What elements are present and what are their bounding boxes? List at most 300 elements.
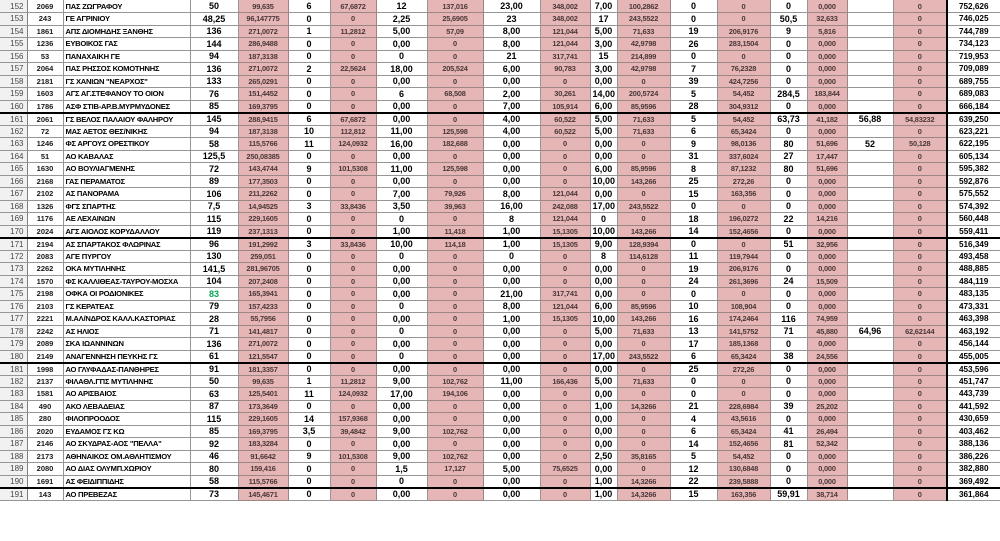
row-header-cell[interactable]: 190 <box>0 475 27 488</box>
value-cell[interactable]: 15,1305 <box>540 313 590 326</box>
value-cell[interactable]: 228,6984 <box>717 400 770 413</box>
club-name-cell[interactable]: Μ.ΑΛ/ΝΔΡΟΣ ΚΑΛΛ.ΚΑΣΤΟΡΙΑΣ <box>63 313 190 326</box>
value-cell[interactable] <box>847 163 893 176</box>
value-cell[interactable]: 0 <box>540 138 590 151</box>
total-cell[interactable]: 473,331 <box>947 300 1000 313</box>
total-cell[interactable]: 595,382 <box>947 163 1000 176</box>
value-cell[interactable]: 0,000 <box>807 375 847 388</box>
value-cell[interactable]: 0 <box>427 175 483 188</box>
value-cell[interactable]: 3,5 <box>288 425 330 438</box>
value-cell[interactable]: 0 <box>288 400 330 413</box>
club-name-cell[interactable]: ΓΑΣ ΠΕΡΑΜΑΤΟΣ <box>63 175 190 188</box>
total-cell[interactable]: 516,349 <box>947 238 1000 251</box>
value-cell[interactable]: 14,3266 <box>617 488 670 501</box>
value-cell[interactable]: 125,598 <box>427 163 483 176</box>
club-id-cell[interactable]: 280 <box>27 413 63 426</box>
total-cell[interactable]: 361,864 <box>947 488 1000 501</box>
value-cell[interactable]: 0,000 <box>807 50 847 63</box>
value-cell[interactable]: 25,6905 <box>427 13 483 26</box>
value-cell[interactable]: 284,5 <box>770 88 807 101</box>
value-cell[interactable]: 31 <box>670 150 717 163</box>
total-cell[interactable]: 559,411 <box>947 225 1000 238</box>
value-cell[interactable]: 50,5 <box>770 13 807 26</box>
value-cell[interactable]: 0,00 <box>590 75 617 88</box>
value-cell[interactable]: 2,50 <box>590 450 617 463</box>
value-cell[interactable]: 0 <box>288 50 330 63</box>
value-cell[interactable]: 0 <box>288 225 330 238</box>
value-cell[interactable]: 0 <box>893 275 947 288</box>
value-cell[interactable]: 39,4842 <box>330 425 376 438</box>
row-header-cell[interactable]: 157 <box>0 63 27 76</box>
value-cell[interactable]: 0 <box>540 275 590 288</box>
value-cell[interactable]: 33,8436 <box>330 238 376 251</box>
value-cell[interactable] <box>847 250 893 263</box>
value-cell[interactable]: 0,00 <box>483 388 540 401</box>
value-cell[interactable]: 5,00 <box>590 375 617 388</box>
value-cell[interactable]: 6 <box>670 350 717 363</box>
total-cell[interactable]: 719,953 <box>947 50 1000 63</box>
total-cell[interactable]: 746,025 <box>947 13 1000 26</box>
value-cell[interactable]: 271,0072 <box>238 338 288 351</box>
value-cell[interactable]: 12 <box>670 463 717 476</box>
value-cell[interactable]: 0,000 <box>807 100 847 113</box>
value-cell[interactable]: 5 <box>670 113 717 126</box>
value-cell[interactable]: 0 <box>540 350 590 363</box>
value-cell[interactable]: 15,1305 <box>540 225 590 238</box>
value-cell[interactable] <box>847 438 893 451</box>
value-cell[interactable]: 229,1605 <box>238 413 288 426</box>
total-cell[interactable]: 639,250 <box>947 113 1000 126</box>
value-cell[interactable]: 0 <box>288 175 330 188</box>
value-cell[interactable]: 16,00 <box>483 200 540 213</box>
club-id-cell[interactable]: 72 <box>27 125 63 138</box>
value-cell[interactable] <box>847 463 893 476</box>
club-id-cell[interactable]: 1691 <box>27 475 63 488</box>
value-cell[interactable]: 3,50 <box>376 200 427 213</box>
value-cell[interactable]: 173,3649 <box>238 400 288 413</box>
club-name-cell[interactable]: ΑΟ ΔΙΑΣ ΟΛΥΜΠ.ΧΩΡΙΟΥ <box>63 463 190 476</box>
value-cell[interactable]: 0 <box>770 225 807 238</box>
value-cell[interactable]: 23,00 <box>483 0 540 13</box>
value-cell[interactable]: 0,00 <box>483 263 540 276</box>
total-cell[interactable]: 493,458 <box>947 250 1000 263</box>
value-cell[interactable]: 261,3696 <box>717 275 770 288</box>
total-cell[interactable]: 456,144 <box>947 338 1000 351</box>
value-cell[interactable]: 0 <box>670 13 717 26</box>
total-cell[interactable]: 484,119 <box>947 275 1000 288</box>
row-header-cell[interactable]: 184 <box>0 400 27 413</box>
value-cell[interactable]: 83 <box>190 288 238 301</box>
value-cell[interactable]: 99,635 <box>238 0 288 13</box>
value-cell[interactable]: 0 <box>617 425 670 438</box>
row-header-cell[interactable]: 179 <box>0 338 27 351</box>
total-cell[interactable]: 369,492 <box>947 475 1000 488</box>
row-header-cell[interactable]: 175 <box>0 288 27 301</box>
value-cell[interactable]: 0 <box>770 463 807 476</box>
value-cell[interactable]: 128,9394 <box>617 238 670 251</box>
value-cell[interactable]: 0 <box>893 125 947 138</box>
value-cell[interactable] <box>847 213 893 226</box>
value-cell[interactable]: 10,00 <box>590 225 617 238</box>
value-cell[interactable]: 0 <box>540 150 590 163</box>
club-name-cell[interactable]: ΑΟ ΚΑΒΑΛΑΣ <box>63 150 190 163</box>
value-cell[interactable]: 424,7256 <box>717 75 770 88</box>
value-cell[interactable]: 14,00 <box>590 88 617 101</box>
value-cell[interactable]: 0 <box>540 163 590 176</box>
value-cell[interactable]: 28 <box>670 100 717 113</box>
value-cell[interactable]: 229,1605 <box>238 213 288 226</box>
total-cell[interactable]: 441,592 <box>947 400 1000 413</box>
value-cell[interactable]: 0 <box>893 150 947 163</box>
value-cell[interactable]: 21,00 <box>483 288 540 301</box>
value-cell[interactable]: 0,00 <box>483 363 540 376</box>
value-cell[interactable]: 304,9312 <box>717 100 770 113</box>
row-header-cell[interactable]: 165 <box>0 163 27 176</box>
value-cell[interactable]: 0 <box>427 363 483 376</box>
value-cell[interactable]: 121,044 <box>540 188 590 201</box>
value-cell[interactable]: 18 <box>670 213 717 226</box>
value-cell[interactable]: 71,633 <box>617 25 670 38</box>
value-cell[interactable]: 0 <box>427 150 483 163</box>
value-cell[interactable]: 0 <box>617 188 670 201</box>
value-cell[interactable]: 0 <box>893 163 947 176</box>
value-cell[interactable]: 265,0291 <box>238 75 288 88</box>
value-cell[interactable]: 11,2812 <box>330 25 376 38</box>
value-cell[interactable]: 76,2328 <box>717 63 770 76</box>
value-cell[interactable]: 0,00 <box>483 488 540 501</box>
value-cell[interactable]: 182,688 <box>427 138 483 151</box>
value-cell[interactable]: 80 <box>770 163 807 176</box>
value-cell[interactable]: 0 <box>670 200 717 213</box>
value-cell[interactable]: 6 <box>670 125 717 138</box>
club-id-cell[interactable]: 1786 <box>27 100 63 113</box>
value-cell[interactable]: 0,00 <box>483 438 540 451</box>
value-cell[interactable] <box>847 38 893 51</box>
value-cell[interactable]: 21 <box>483 50 540 63</box>
club-name-cell[interactable]: ΦΣ ΚΑΛΛΙΘΕΑΣ-ΤΑΥΡΟΥ-ΜΟΣΧΑ <box>63 275 190 288</box>
value-cell[interactable]: 61 <box>190 350 238 363</box>
total-cell[interactable]: 752,626 <box>947 0 1000 13</box>
value-cell[interactable]: 237,1313 <box>238 225 288 238</box>
value-cell[interactable]: 0 <box>376 475 427 488</box>
value-cell[interactable]: 0 <box>427 288 483 301</box>
value-cell[interactable]: 105,914 <box>540 100 590 113</box>
club-id-cell[interactable]: 2137 <box>27 375 63 388</box>
value-cell[interactable]: 0 <box>717 0 770 13</box>
row-header-cell[interactable]: 166 <box>0 175 27 188</box>
value-cell[interactable]: 7,00 <box>483 100 540 113</box>
row-header-cell[interactable]: 152 <box>0 0 27 13</box>
value-cell[interactable]: 55,7956 <box>238 313 288 326</box>
value-cell[interactable]: 22,5624 <box>330 63 376 76</box>
club-id-cell[interactable]: 2102 <box>27 188 63 201</box>
value-cell[interactable]: 85,9596 <box>617 300 670 313</box>
value-cell[interactable]: 0,00 <box>590 275 617 288</box>
row-header-cell[interactable]: 188 <box>0 450 27 463</box>
value-cell[interactable]: 0 <box>670 50 717 63</box>
row-header-cell[interactable]: 185 <box>0 413 27 426</box>
value-cell[interactable] <box>847 388 893 401</box>
value-cell[interactable]: 17 <box>670 338 717 351</box>
club-id-cell[interactable]: 490 <box>27 400 63 413</box>
value-cell[interactable]: 281,96705 <box>238 263 288 276</box>
club-name-cell[interactable]: ΠΑΣ ΖΩΓΡΑΦΟΥ <box>63 0 190 13</box>
value-cell[interactable]: 205,524 <box>427 63 483 76</box>
value-cell[interactable]: 0,000 <box>807 188 847 201</box>
total-cell[interactable]: 709,089 <box>947 63 1000 76</box>
value-cell[interactable]: 0 <box>893 475 947 488</box>
value-cell[interactable]: 7,00 <box>590 0 617 13</box>
value-cell[interactable] <box>847 288 893 301</box>
value-cell[interactable]: 11,2812 <box>330 375 376 388</box>
value-cell[interactable]: 0 <box>670 388 717 401</box>
value-cell[interactable]: 211,2262 <box>238 188 288 201</box>
club-id-cell[interactable]: 2149 <box>27 350 63 363</box>
value-cell[interactable]: 0 <box>288 75 330 88</box>
value-cell[interactable]: 12 <box>376 0 427 13</box>
value-cell[interactable]: 0 <box>617 438 670 451</box>
value-cell[interactable]: 0 <box>288 88 330 101</box>
club-name-cell[interactable]: ΟΦΚΑ ΟΙ ΡΟΔΙΟΝΙΚΕΣ <box>63 288 190 301</box>
row-header-cell[interactable]: 167 <box>0 188 27 201</box>
value-cell[interactable]: 0,00 <box>376 413 427 426</box>
value-cell[interactable]: 106 <box>190 188 238 201</box>
value-cell[interactable]: 9,00 <box>376 425 427 438</box>
club-id-cell[interactable]: 2069 <box>27 0 63 13</box>
club-name-cell[interactable]: ΜΑΣ ΑΕΤΟΣ ΘΕΣ/ΝΙΚΗΣ <box>63 125 190 138</box>
value-cell[interactable]: 0,00 <box>376 400 427 413</box>
value-cell[interactable]: 0 <box>540 363 590 376</box>
value-cell[interactable]: 0,000 <box>807 388 847 401</box>
value-cell[interactable]: 71,633 <box>617 375 670 388</box>
value-cell[interactable]: 0,00 <box>376 438 427 451</box>
value-cell[interactable]: 0,00 <box>483 75 540 88</box>
value-cell[interactable]: 73 <box>190 488 238 501</box>
value-cell[interactable]: 121,044 <box>540 38 590 51</box>
value-cell[interactable]: 337,6024 <box>717 150 770 163</box>
value-cell[interactable]: 0 <box>288 363 330 376</box>
value-cell[interactable]: 0 <box>617 463 670 476</box>
value-cell[interactable]: 0 <box>330 300 376 313</box>
value-cell[interactable]: 0 <box>330 325 376 338</box>
club-name-cell[interactable]: ΑΣ ΠΑΝΟΡΑΜΑ <box>63 188 190 201</box>
club-name-cell[interactable]: ΓΣ ΧΑΝΙΩΝ "ΝΕΑΡΧΟΣ" <box>63 75 190 88</box>
value-cell[interactable]: 0 <box>483 250 540 263</box>
value-cell[interactable]: 0,00 <box>483 150 540 163</box>
value-cell[interactable]: 0 <box>893 350 947 363</box>
club-id-cell[interactable]: 2103 <box>27 300 63 313</box>
value-cell[interactable]: 114,6128 <box>617 250 670 263</box>
value-cell[interactable]: 0 <box>893 50 947 63</box>
value-cell[interactable]: 18,00 <box>376 63 427 76</box>
value-cell[interactable]: 0 <box>717 200 770 213</box>
club-name-cell[interactable]: ΑΠΣ ΔΙΟΜΗΔΗΣ ΞΑΝΘΗΣ <box>63 25 190 38</box>
value-cell[interactable]: 1,00 <box>483 238 540 251</box>
value-cell[interactable]: 15,1305 <box>540 238 590 251</box>
total-cell[interactable]: 463,192 <box>947 325 1000 338</box>
value-cell[interactable]: 63 <box>190 388 238 401</box>
value-cell[interactable]: 0,00 <box>376 113 427 126</box>
value-cell[interactable] <box>847 200 893 213</box>
value-cell[interactable]: 0,00 <box>483 325 540 338</box>
value-cell[interactable]: 0,00 <box>376 38 427 51</box>
total-cell[interactable]: 430,659 <box>947 413 1000 426</box>
value-cell[interactable]: 0,000 <box>807 175 847 188</box>
value-cell[interactable]: 0 <box>330 338 376 351</box>
value-cell[interactable]: 0 <box>427 438 483 451</box>
value-cell[interactable]: 165,3941 <box>238 288 288 301</box>
value-cell[interactable]: 0 <box>770 63 807 76</box>
value-cell[interactable]: 0 <box>330 213 376 226</box>
value-cell[interactable]: 54,452 <box>717 450 770 463</box>
value-cell[interactable]: 0 <box>770 100 807 113</box>
value-cell[interactable]: 0 <box>427 250 483 263</box>
club-name-cell[interactable]: ΠΑΣ ΡΗΣΣΟΣ ΚΟΜΟΤΗΝΗΣ <box>63 63 190 76</box>
value-cell[interactable] <box>847 475 893 488</box>
value-cell[interactable]: 39 <box>770 400 807 413</box>
value-cell[interactable]: 5,00 <box>376 25 427 38</box>
value-cell[interactable]: 0 <box>670 375 717 388</box>
value-cell[interactable]: 185,1368 <box>717 338 770 351</box>
value-cell[interactable]: 0 <box>330 13 376 26</box>
club-name-cell[interactable]: ΑΟ ΠΡΕΒΕΖΑΣ <box>63 488 190 501</box>
value-cell[interactable]: 0,000 <box>807 263 847 276</box>
value-cell[interactable]: 108,904 <box>717 300 770 313</box>
value-cell[interactable]: 57,09 <box>427 25 483 38</box>
value-cell[interactable] <box>847 125 893 138</box>
club-name-cell[interactable]: ΓΕ ΑΓΡΙΝΙΟΥ <box>63 13 190 26</box>
value-cell[interactable]: 6 <box>670 425 717 438</box>
value-cell[interactable] <box>847 425 893 438</box>
value-cell[interactable]: 0 <box>893 400 947 413</box>
value-cell[interactable]: 0,00 <box>376 175 427 188</box>
value-cell[interactable]: 51 <box>770 238 807 251</box>
value-cell[interactable]: 119 <box>190 225 238 238</box>
value-cell[interactable]: 42,9798 <box>617 63 670 76</box>
value-cell[interactable]: 130,6848 <box>717 463 770 476</box>
value-cell[interactable]: 46 <box>190 450 238 463</box>
value-cell[interactable]: 8,00 <box>483 25 540 38</box>
value-cell[interactable]: 33,8436 <box>330 200 376 213</box>
value-cell[interactable]: 102,762 <box>427 450 483 463</box>
value-cell[interactable]: 54,452 <box>717 113 770 126</box>
value-cell[interactable]: 14 <box>670 225 717 238</box>
value-cell[interactable]: 6 <box>288 0 330 13</box>
value-cell[interactable]: 0 <box>617 388 670 401</box>
value-cell[interactable] <box>847 13 893 26</box>
value-cell[interactable]: 0 <box>376 50 427 63</box>
value-cell[interactable]: 145,4671 <box>238 488 288 501</box>
value-cell[interactable]: 0 <box>893 250 947 263</box>
value-cell[interactable]: 194,106 <box>427 388 483 401</box>
value-cell[interactable]: 65,3424 <box>717 125 770 138</box>
value-cell[interactable]: 125,5401 <box>238 388 288 401</box>
value-cell[interactable]: 14,94525 <box>238 200 288 213</box>
total-cell[interactable]: 382,880 <box>947 463 1000 476</box>
value-cell[interactable]: 16,00 <box>376 138 427 151</box>
row-header-cell[interactable]: 161 <box>0 113 27 126</box>
total-cell[interactable]: 666,184 <box>947 100 1000 113</box>
value-cell[interactable]: 48,25 <box>190 13 238 26</box>
value-cell[interactable]: 115,5766 <box>238 475 288 488</box>
value-cell[interactable]: 81 <box>770 438 807 451</box>
value-cell[interactable] <box>847 363 893 376</box>
club-name-cell[interactable]: ΑΣ ΗΛΙΟΣ <box>63 325 190 338</box>
value-cell[interactable]: 6,00 <box>590 163 617 176</box>
value-cell[interactable]: 14,216 <box>807 213 847 226</box>
value-cell[interactable]: 239,5888 <box>717 475 770 488</box>
club-id-cell[interactable]: 51 <box>27 150 63 163</box>
row-header-cell[interactable]: 168 <box>0 200 27 213</box>
value-cell[interactable]: 19 <box>670 25 717 38</box>
value-cell[interactable]: 0 <box>288 150 330 163</box>
value-cell[interactable]: 0,00 <box>483 475 540 488</box>
value-cell[interactable]: 271,0072 <box>238 25 288 38</box>
row-header-cell[interactable]: 181 <box>0 363 27 376</box>
value-cell[interactable]: 115 <box>190 413 238 426</box>
value-cell[interactable] <box>847 350 893 363</box>
value-cell[interactable]: 80 <box>770 138 807 151</box>
value-cell[interactable]: 0 <box>617 75 670 88</box>
club-name-cell[interactable]: ΦΓΣ ΣΠΑΡΤΗΣ <box>63 200 190 213</box>
value-cell[interactable]: 144 <box>190 38 238 51</box>
total-cell[interactable]: 575,552 <box>947 188 1000 201</box>
value-cell[interactable]: 115,5766 <box>238 138 288 151</box>
value-cell[interactable]: 0 <box>288 300 330 313</box>
value-cell[interactable]: 4 <box>670 413 717 426</box>
club-id-cell[interactable]: 2181 <box>27 75 63 88</box>
value-cell[interactable]: 0 <box>540 425 590 438</box>
value-cell[interactable]: 0,000 <box>807 75 847 88</box>
value-cell[interactable]: 52,342 <box>807 438 847 451</box>
value-cell[interactable]: 0 <box>893 38 947 51</box>
value-cell[interactable]: 0 <box>770 200 807 213</box>
value-cell[interactable]: 0 <box>288 325 330 338</box>
club-id-cell[interactable]: 2262 <box>27 263 63 276</box>
value-cell[interactable]: 0 <box>893 338 947 351</box>
club-name-cell[interactable]: ΑΣ ΣΠΑΡΤΑΚΟΣ ΦΛΩΡΙΝΑΣ <box>63 238 190 251</box>
value-cell[interactable]: 14 <box>288 413 330 426</box>
value-cell[interactable] <box>847 413 893 426</box>
value-cell[interactable]: 1 <box>288 375 330 388</box>
value-cell[interactable]: 191,2992 <box>238 238 288 251</box>
value-cell[interactable]: 11,00 <box>376 163 427 176</box>
value-cell[interactable]: 0 <box>893 313 947 326</box>
value-cell[interactable] <box>847 175 893 188</box>
value-cell[interactable]: 10,00 <box>590 313 617 326</box>
value-cell[interactable]: 0 <box>617 288 670 301</box>
value-cell[interactable]: 17,447 <box>807 150 847 163</box>
value-cell[interactable]: 288,9415 <box>238 113 288 126</box>
value-cell[interactable]: 0 <box>540 413 590 426</box>
value-cell[interactable]: 0,00 <box>376 363 427 376</box>
value-cell[interactable]: 24 <box>670 275 717 288</box>
value-cell[interactable]: 0 <box>540 250 590 263</box>
value-cell[interactable]: 0 <box>770 413 807 426</box>
value-cell[interactable]: 0 <box>427 475 483 488</box>
value-cell[interactable]: 0,00 <box>590 363 617 376</box>
value-cell[interactable]: 7,5 <box>190 200 238 213</box>
value-cell[interactable]: 272,26 <box>717 363 770 376</box>
value-cell[interactable]: 65,3424 <box>717 425 770 438</box>
value-cell[interactable]: 71,633 <box>617 325 670 338</box>
row-header-cell[interactable]: 153 <box>0 13 27 26</box>
value-cell[interactable]: 0 <box>893 288 947 301</box>
row-header-cell[interactable]: 156 <box>0 50 27 63</box>
value-cell[interactable]: 3 <box>288 238 330 251</box>
value-cell[interactable]: 1,00 <box>483 225 540 238</box>
value-cell[interactable] <box>847 263 893 276</box>
